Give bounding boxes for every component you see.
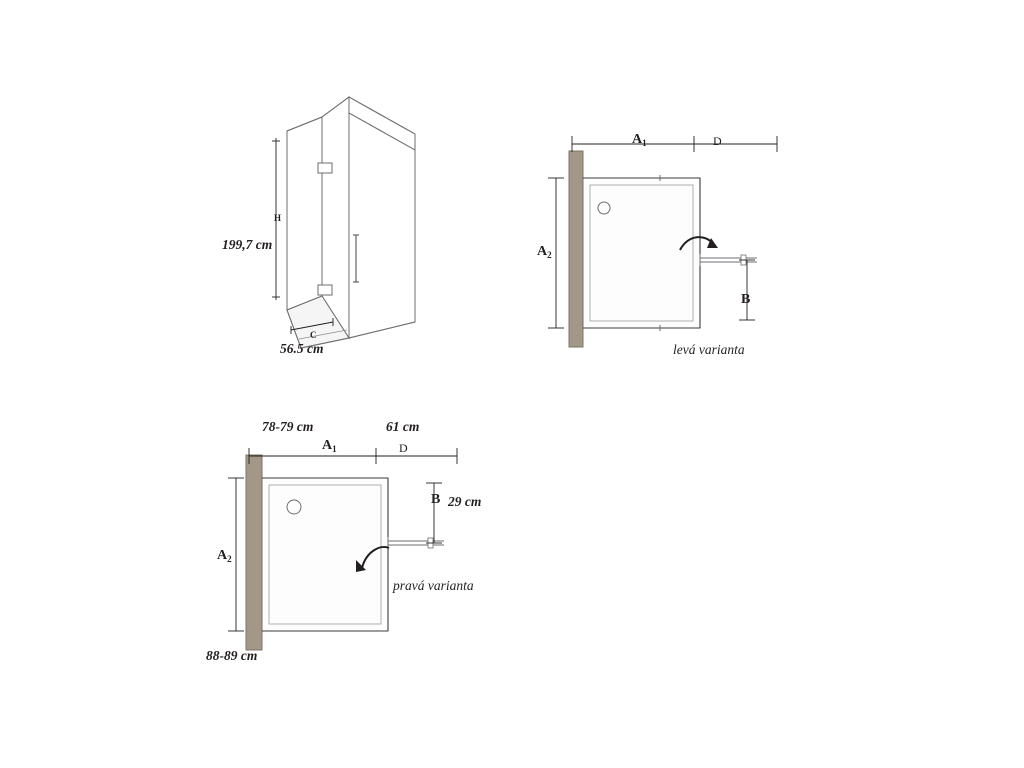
right-variant-a2-label: $A_2$ <box>217 548 232 564</box>
left-variant-a2-label: $A_2$ <box>537 244 552 260</box>
left-variant-b-label: B <box>741 292 751 307</box>
right-variant-a1-value: 78-79 cm <box>262 419 314 434</box>
left-variant-caption: levá varianta <box>673 342 745 357</box>
right-variant-b-value: 29 cm <box>448 494 482 509</box>
iso-height-value: 199,7 cm <box>222 237 273 252</box>
right-variant-top-dimension <box>249 448 457 464</box>
iso-height-axis-letter: H <box>274 213 282 223</box>
right-variant-d-label: D <box>399 441 408 455</box>
wall-right-variant <box>246 455 262 650</box>
right-variant-b-label: B <box>431 492 441 507</box>
right-variant-a2-value: 88-89 cm <box>206 648 258 663</box>
right-variant-d-value: 61 cm <box>386 419 420 434</box>
right-variant-caption: pravá varianta <box>393 578 474 593</box>
iso-depth-axis-letter: C <box>310 330 317 340</box>
right-variant-a1-label: $A_1$ <box>322 438 337 454</box>
left-variant-a1-label: $A_1$ <box>632 132 647 148</box>
left-variant-d-label: D <box>713 134 722 148</box>
iso-depth-value: 56.5 cm <box>280 341 324 356</box>
